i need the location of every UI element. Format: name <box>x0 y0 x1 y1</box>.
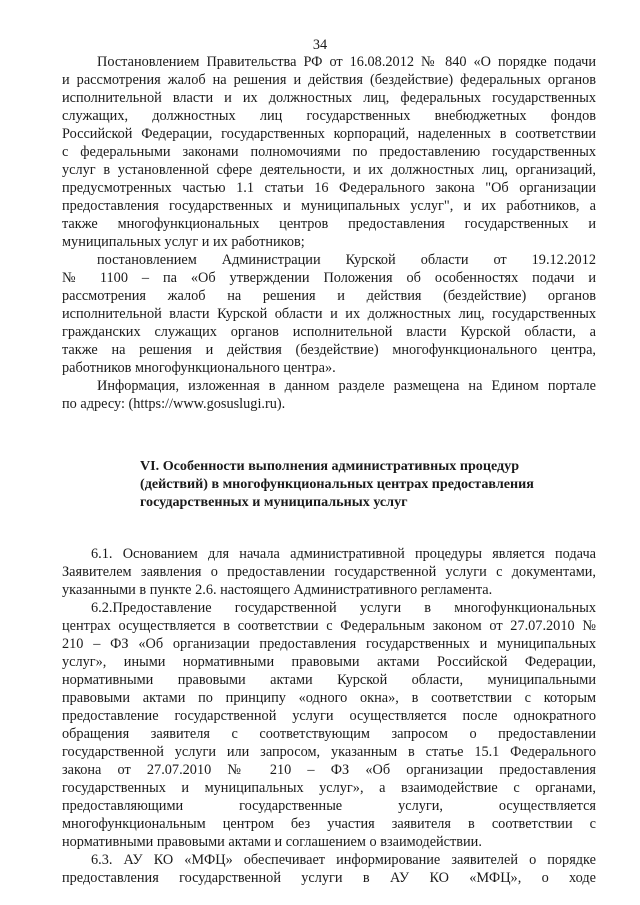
text-line: государственной услуги или запросом, указанным в статье 15.1 Федерального <box>62 744 596 760</box>
text-line: 6.1. Основанием для начала административной процедуры является подача <box>91 546 596 562</box>
text-line: многофункциональным центром без участия заявителя в соответствии с <box>62 816 596 832</box>
text-line: № 1100 – па «Об утверждении Положения об особенностях подачи и <box>62 270 596 286</box>
text-line: исполнительной власти и их должностных лиц, федеральных государственных <box>62 90 596 106</box>
text-line: закона от 27.07.2010 № 210 – ФЗ «Об организации предоставления <box>62 762 596 778</box>
text-line: по адресу: (https://www.gosuslugi.ru). <box>62 396 286 412</box>
text-line: нормативными правовыми актами Курской области, муниципальными <box>62 672 596 688</box>
section-heading-line: государственных и муниципальных услуг <box>140 494 408 510</box>
text-line: предусмотренных частью 1.1 статьи 16 Федерального закона "Об организации <box>62 180 596 196</box>
text-line: рассмотрения жалоб на решения и действия (бездействие) органов <box>62 288 596 304</box>
text-line: 210 – ФЗ «Об организации предоставления государственных и муниципальных <box>62 636 596 652</box>
text-line: правовыми актами по принципу «одного окна», в соответствии с которым <box>62 690 596 706</box>
text-line: указанными в пункте 2.6. настоящего Административного регламента. <box>62 582 493 598</box>
text-line: предоставления государственной услуги в АУ КО «МФЦ», о ходе <box>62 870 596 886</box>
text-line: гражданских служащих органов исполнительной власти Курской области, а <box>62 324 596 340</box>
text-line: муниципальных услуг и их работников; <box>62 234 305 250</box>
text-line: Российской Федерации, государственных корпораций, наделенных в соответствии <box>62 126 596 142</box>
text-line: государственных и муниципальных услуг», а взаимодействие с органами, <box>62 780 596 796</box>
text-line: предоставления государственных и муниципальных услуг", и их работников, а <box>62 198 596 214</box>
section-heading-line: VI. Особенности выполнения административных процедур <box>140 458 520 474</box>
page-number: 34 <box>312 37 328 53</box>
text-line: также многофункциональных центров предоставления государственных и <box>62 216 596 232</box>
text-line: и рассмотрения жалоб на решения и действия (бездействие) федеральных органов <box>62 72 596 88</box>
text-line: услуг», иными нормативными правовыми актами Российской Федерации, <box>62 654 596 670</box>
section-heading-line: (действий) в многофункциональных центрах предоставления <box>140 476 534 492</box>
text-line: обращения заявителя с соответствующим запросом о предоставлении <box>62 726 596 742</box>
text-line: предоставление государственной услуги осуществляется после однократного <box>62 708 596 724</box>
text-line: услуг в установленной сфере деятельности, и их должностных лиц, организаций, <box>62 162 596 178</box>
text-line: предоставляющими государственные услуги, осуществляется <box>62 798 596 814</box>
text-line: также на решения и действия (бездействие) многофункционального центра, <box>62 342 596 358</box>
text-line: нормативными правовыми актами и соглашением о взаимодействии. <box>62 834 482 850</box>
text-line: 6.2.Предоставление государственной услуги в многофункциональных <box>91 600 596 616</box>
text-line: 6.3. АУ КО «МФЦ» обеспечивает информирование заявителей о порядке <box>91 852 596 868</box>
text-line: центрах осуществляется в соответствии с Федеральным законом от 27.07.2010 № <box>62 618 596 634</box>
text-line: служащих, должностных лиц государственных внебюджетных фондов <box>62 108 596 124</box>
text-line: с федеральными законами полномочиями по предоставлению государственных <box>62 144 596 160</box>
text-line: Заявителем заявления о предоставлении государственной услуги с документами, <box>62 564 596 580</box>
text-line: исполнительной власти Курской области и их должностных лиц, государственных <box>62 306 596 322</box>
text-line: Постановлением Правительства РФ от 16.08.2012 № 840 «О порядке подачи <box>97 54 596 70</box>
text-line: постановлением Администрации Курской области от 19.12.2012 <box>97 252 596 268</box>
text-line: Информация, изложенная в данном разделе размещена на Едином портале <box>97 378 596 394</box>
text-line: работников многофункционального центра». <box>62 360 336 376</box>
